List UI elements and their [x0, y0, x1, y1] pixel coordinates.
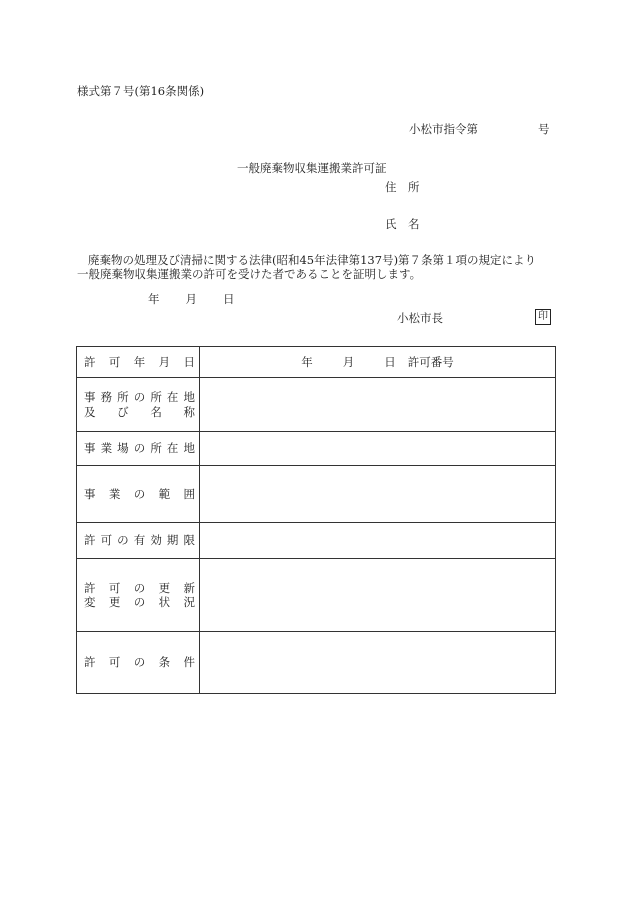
business-site-label: 事 業 場 の 所 在 地 — [77, 432, 200, 466]
business-scope-value[interactable] — [200, 466, 556, 523]
order-number-line — [409, 122, 550, 136]
order-suffix: 号 — [538, 122, 550, 136]
row-permit-date — [77, 347, 556, 378]
permit-table — [76, 346, 556, 694]
certification-text — [77, 253, 557, 282]
permit-day: 日 — [384, 354, 396, 369]
office-address-value[interactable] — [200, 378, 556, 432]
issue-date-year: 年 — [148, 292, 160, 306]
form-number-label: 様式第７号(第16条関係) — [77, 84, 205, 98]
office-address-label: 事 務 所 の 所 在 地 及 び 名 称 — [77, 378, 200, 432]
row-business-scope — [77, 466, 556, 523]
conditions-label: 許 可 の 条 件 — [77, 632, 200, 694]
mayor-label: 小松市長 — [397, 311, 443, 325]
address-label: 住 所 — [385, 180, 420, 194]
validity-period-value[interactable] — [200, 523, 556, 559]
permit-number-label: 許可番号 — [407, 354, 454, 369]
certification-line-1: 廃棄物の処理及び清掃に関する法律(昭和45年法律第137号)第７条第１項の規定により — [88, 253, 537, 267]
conditions-value[interactable] — [200, 632, 556, 694]
business-site-value[interactable] — [200, 432, 556, 466]
row-office-address — [77, 378, 556, 432]
certificate-title: 一般廃棄物収集運搬業許可証 — [237, 161, 387, 175]
renewal-status-value[interactable] — [200, 559, 556, 632]
permit-date-label: 許 可 年 月 日 — [77, 347, 200, 378]
name-label: 氏 名 — [385, 217, 420, 231]
renewal-status-label: 許 可 の 更 新 変 更 の 状 況 — [77, 559, 200, 632]
validity-period-label: 許 可 の 有 効 期 限 — [77, 523, 200, 559]
row-conditions — [77, 632, 556, 694]
seal-mark: 印 — [535, 309, 551, 325]
permit-year: 年 — [301, 354, 313, 369]
issue-date-month: 月 — [185, 292, 197, 306]
issue-date-line — [148, 292, 235, 306]
row-validity-period — [77, 523, 556, 559]
permit-month: 月 — [342, 354, 355, 369]
issue-date-day: 日 — [223, 292, 235, 306]
row-renewal-status — [77, 559, 556, 632]
permit-date-value[interactable] — [200, 347, 556, 378]
business-scope-label: 事 業 の 範 囲 — [77, 466, 200, 523]
order-prefix: 小松市指令第 — [409, 122, 478, 136]
row-business-site — [77, 432, 556, 466]
certification-line-2: 一般廃棄物収集運搬業の許可を受けた者であることを証明します。 — [77, 267, 422, 282]
